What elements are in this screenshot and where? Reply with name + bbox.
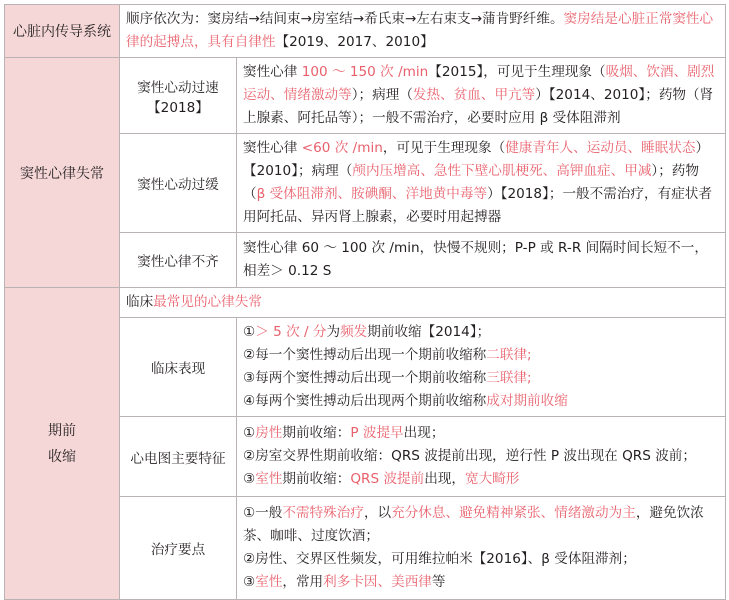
- highlight-text: 室性: [255, 574, 283, 590]
- sinus-category-cell: [5, 58, 120, 288]
- label-line: 窦性心律不齐: [137, 254, 219, 270]
- text-segment: ②每一个窦性搏动后出现一个期前收缩称: [243, 347, 487, 363]
- content-line: [243, 445, 719, 468]
- arrhythmia-table: [4, 4, 726, 600]
- highlight-text: 吸烟、饮酒、剧烈运动、情绪激动等: [243, 64, 715, 103]
- text-segment: ）【2018】；一般不需治疗，有症状者用阿托品、异丙肾上腺素，必要时用起搏器: [243, 186, 712, 225]
- text-segment: ②房室交界性期前收缩：QRS 波提前出现，逆行性 P 波出现在 QRS 波前；: [243, 448, 696, 464]
- text-segment: ）【2010】；病理（: [243, 140, 710, 179]
- label-line: 期前: [48, 422, 76, 439]
- sinus-tachycardia-name: [120, 58, 237, 134]
- content-line: [243, 548, 719, 571]
- sinus-tachycardia-content: [237, 58, 726, 134]
- text-segment: ，常用: [282, 574, 324, 590]
- text-segment: ③: [243, 471, 256, 487]
- highlight-text: 利多卡因、美西律: [323, 574, 432, 590]
- highlight-text: <60 次 /min: [301, 140, 383, 156]
- text-segment: ）；药物（: [243, 163, 699, 202]
- highlight-text: 二联律;: [486, 347, 532, 363]
- content-line: [243, 344, 719, 367]
- content-line: [243, 468, 719, 491]
- ecg-features-name: 心电图主要特征: [120, 417, 237, 497]
- highlight-text: 充分休息、避免精神紧张、情绪激动为主: [391, 505, 636, 521]
- highlight-text: ＞ 5 次 / 分: [255, 324, 327, 340]
- content-line: [243, 571, 719, 594]
- text-segment: ①一般: [243, 505, 283, 521]
- label-line: 窦性心动过速: [137, 79, 219, 96]
- highlight-text: 宽大畸形: [465, 471, 520, 487]
- ecg-features-content: [237, 417, 726, 497]
- sinus-category-label: 窦性心律失常: [20, 165, 104, 182]
- sinus-arrhythmia-content: [237, 233, 726, 288]
- text-segment: 窦性心律: [243, 64, 302, 80]
- premature-category-label: [48, 418, 76, 470]
- text-segment: 期前收缩【2014】；: [367, 324, 491, 340]
- text-segment: 窦性心律 60 ～ 100 次 /min，快慢不规则；P-P 或 R-R 间隔时间长短不一，相差＞ 0.12 S: [243, 240, 708, 279]
- premature-category-cell: [5, 288, 120, 600]
- text-segment: 等: [431, 574, 446, 590]
- text-segment: ）【2014、2010】；药物（肾上腺素、阿托品等）；一般不需治疗，必要时应用 β 受体阻滞剂: [243, 87, 714, 126]
- highlight-text: 成对期前收缩: [486, 393, 568, 409]
- text-segment: ②房性、交界区性频发，可用维拉帕米【2016】、β 受体阻滞剂；: [243, 551, 636, 567]
- highlight-text: 窦房结是心脏正常窦性心律的起搏点，具有自律性: [126, 11, 714, 50]
- treatment-points-name: 治疗要点: [120, 497, 237, 600]
- highlight-text: 健康青年人、运动员、睡眠状态: [505, 140, 696, 156]
- label-line: 窦性心动过缓: [137, 177, 219, 193]
- text-segment: 顺序依次为：窦房结→结间束→房室结→希氏束→左右束支→蒲肯野纤维。: [126, 11, 564, 27]
- text-segment: 【2015】，可见于生理现象（: [428, 64, 606, 80]
- label-line: 【2018】: [147, 99, 209, 116]
- text-segment: 期前收缩：: [282, 425, 351, 441]
- content-line: [243, 321, 719, 344]
- system-category-label: 心脏内传导系统: [13, 24, 111, 40]
- text-segment: ③每两个窦性搏动后出现一个期前收缩称: [243, 370, 487, 386]
- text-segment: 出现，: [424, 471, 466, 487]
- text-segment: ，避免饮浓茶、咖啡、过度饮酒；: [243, 505, 704, 544]
- treatment-points-content: [237, 497, 726, 600]
- highlight-text: 频发: [340, 324, 368, 340]
- sinus-bradycardia-content: [237, 134, 726, 233]
- sinus-bradycardia-name: [120, 134, 237, 233]
- label-line: 收缩: [48, 448, 76, 465]
- text-segment: ③: [243, 574, 256, 590]
- highlight-text: β 受体阻滞剂、胺碘酮、洋地黄中毒等: [256, 186, 488, 202]
- clinical-manifestation-content: [237, 318, 726, 417]
- text-segment: ①: [243, 324, 256, 340]
- sinus-arrhythmia-name: [120, 233, 237, 288]
- text-segment: ，以: [363, 505, 392, 521]
- text-segment: 期前收缩：: [282, 471, 351, 487]
- highlight-text: 室性: [255, 471, 283, 487]
- text-segment: 【2019、2017、2010】: [275, 34, 434, 50]
- highlight-text: 三联律;: [486, 370, 532, 386]
- highlight-text: P 波提早: [350, 425, 404, 441]
- text-segment: ）；病理（: [351, 87, 413, 103]
- text-segment: ①: [243, 425, 256, 441]
- highlight-text: 100 ～ 150 次 /min: [301, 64, 429, 80]
- system-description: [126, 11, 713, 50]
- content-line: [243, 390, 719, 413]
- highlight-text: QRS 波提前: [350, 471, 425, 487]
- premature-intro: [120, 288, 726, 318]
- text-segment: ，可见于生理现象（: [382, 140, 506, 156]
- text-segment: ④每两个窦性搏动后出现两个期前收缩称: [243, 393, 487, 409]
- text-segment: 为: [326, 324, 341, 340]
- content-line: [243, 502, 719, 548]
- system-category-cell: [5, 5, 120, 58]
- text-segment: 出现；: [403, 425, 445, 441]
- text-segment: 窦性心律: [243, 140, 302, 156]
- text-segment: 临床: [126, 294, 154, 310]
- highlight-text: 最常见的心律失常: [153, 294, 262, 310]
- highlight-text: 房性: [255, 425, 283, 441]
- clinical-manifestation-name: 临床表现: [120, 318, 237, 417]
- content-line: [243, 367, 719, 390]
- highlight-text: 不需特殊治疗: [282, 505, 364, 521]
- content-line: [243, 422, 719, 445]
- highlight-text: 颅内压增高、急性下壁心肌梗死、高钾血症、甲减: [352, 163, 652, 179]
- highlight-text: 发热、贫血、甲亢等: [412, 87, 536, 103]
- system-content: [120, 5, 726, 58]
